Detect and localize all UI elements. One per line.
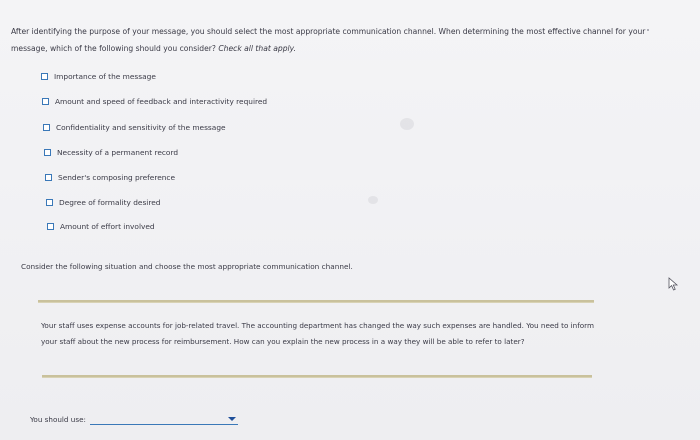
scenario-text: Your staff uses expense accounts for job-related travel. The accounting department has changed the way such expenses are handled. You need to inform your staff about the new process for reimbursement. How can you explain the new process in a way they will be able to refer to later? — [41, 321, 594, 346]
option-label: Sender's composing preference — [58, 173, 176, 182]
option-sender-preference[interactable] — [45, 173, 175, 182]
option-label: Amount and speed of feedback and interactivity required — [55, 97, 268, 106]
option-label: Confidentiality and sensitivity of the message — [56, 123, 226, 132]
option-effort[interactable] — [47, 222, 155, 231]
checkbox[interactable] — [42, 98, 49, 105]
checkbox[interactable] — [47, 223, 54, 230]
mouse-pointer-icon — [668, 277, 680, 291]
option-permanent-record[interactable] — [44, 148, 178, 157]
answer-row — [30, 414, 238, 425]
checkbox[interactable] — [44, 149, 51, 156]
option-confidentiality[interactable] — [43, 123, 226, 132]
top-divider — [38, 300, 594, 303]
answer-label: You should use: — [30, 415, 86, 424]
question-text — [11, 23, 651, 57]
option-label: Degree of formality desired — [59, 198, 161, 207]
option-feedback-speed[interactable] — [42, 97, 267, 106]
channel-dropdown[interactable] — [90, 414, 238, 425]
checkbox[interactable] — [43, 124, 50, 131]
chevron-down-icon[interactable] — [228, 417, 236, 421]
option-label: Necessity of a permanent record — [57, 148, 179, 157]
question-body: After identifying the purpose of your message, you should select the most appropriate communication channel. When determining the most effective channel for your message, which of the following should you consider? — [11, 27, 646, 53]
screen-glare — [400, 118, 414, 130]
option-label: Amount of effort involved — [60, 222, 155, 231]
option-formality[interactable] — [46, 198, 160, 207]
option-label: Importance of the message — [54, 72, 156, 81]
checkbox[interactable] — [41, 73, 48, 80]
screen-glare — [368, 196, 378, 204]
checkbox[interactable] — [45, 174, 52, 181]
bullet-dot — [647, 29, 649, 31]
option-importance[interactable] — [41, 72, 156, 81]
bottom-divider — [42, 375, 592, 378]
checkbox[interactable] — [46, 199, 53, 206]
question-instruction: Check all that apply. — [218, 44, 296, 53]
situation-prompt: Consider the following situation and choose the most appropriate communication channel. — [21, 262, 353, 271]
